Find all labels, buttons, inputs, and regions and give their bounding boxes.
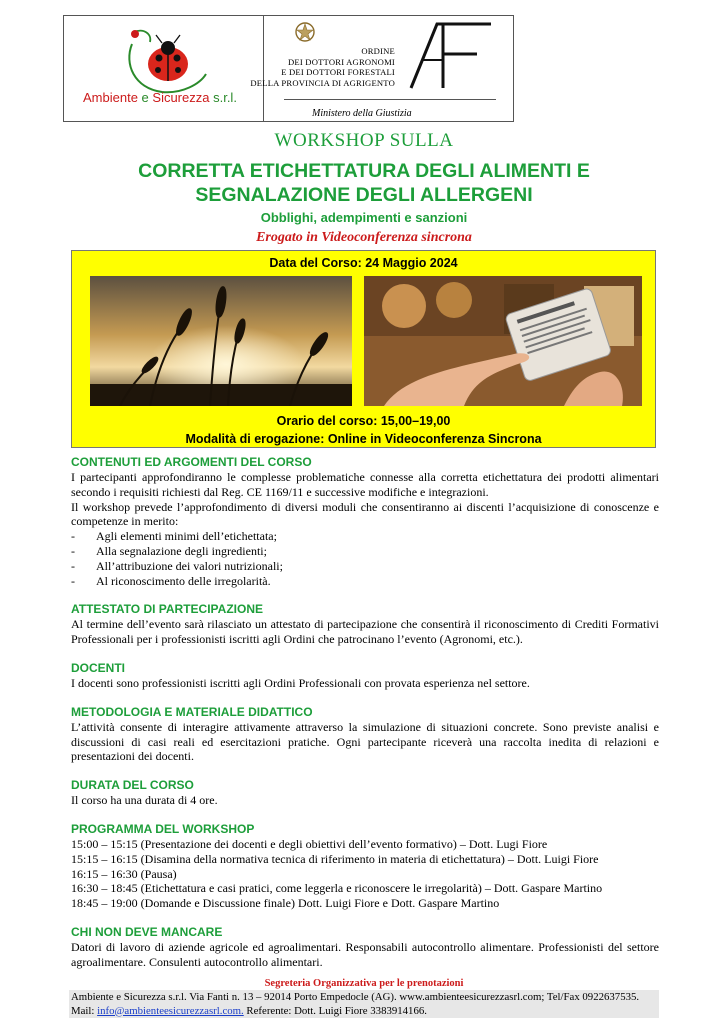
order-name: ORDINE DEI DOTTORI AGRONOMI E DEI DOTTORI FORESTALI DELLA PROVINCIA DI AGRIGENTO — [250, 46, 395, 88]
af-logo-icon — [407, 20, 495, 92]
list-item: - Alla segnalazione degli ingredienti; — [71, 544, 659, 559]
label-reading-photo — [364, 276, 642, 406]
section-method — [71, 705, 659, 764]
section-title: DOCENTI — [71, 660, 125, 675]
order-logo — [250, 16, 513, 121]
paragraph: Il corso ha una durata di 4 ore. — [71, 793, 218, 808]
subtitle: Obblighi, adempimenti e sanzioni — [260, 210, 468, 225]
topics-list — [71, 529, 659, 588]
list-item: - All’attribuzione dei valori nutrizionali; — [71, 559, 659, 574]
label-photo-icon — [364, 276, 642, 406]
section-duration — [71, 778, 659, 808]
section-title: DURATA DEL CORSO — [71, 778, 194, 793]
email-link[interactable]: info@ambienteesicurezzasrl.com. — [97, 1004, 244, 1017]
program-item: 18:45 – 19:00 (Domande e Discussione finale) Dott. Luigi Fiore e Dott. Gaspare Martino — [71, 896, 500, 911]
section-certificate — [71, 602, 659, 647]
ladybug-logo-icon — [122, 24, 212, 96]
delivery-mode: Erogato in Videoconferenza sincrona — [256, 230, 472, 245]
paragraph: Al termine dell’evento sarà rilasciato un attestato di partecipazione che consentirà il riconoscimento di Crediti Formativi Professionali per i professionisti iscritti agli Ordini che patrocinano l’evento (Agronomi, etc.). — [71, 617, 659, 647]
list-item: - Agli elementi minimi dell’etichettata; — [71, 529, 659, 544]
course-info-box — [71, 250, 656, 448]
footer-contact-person: Referente: Dott. Luigi Fiore 3383914166. — [243, 1004, 427, 1017]
republic-emblem-icon — [294, 20, 316, 44]
footer-address: Ambiente e Sicurezza s.r.l. Via Fanti n. 13 – 92014 Porto Empedocle (AG). www.ambienteesicurezzasrl.com; Tel/Fax 0922637535. Mail: — [71, 991, 640, 1017]
paragraph: I docenti sono professionisti iscritti agli Ordini Professionali con provata esperienza nel settore. — [71, 675, 530, 690]
section-contents — [71, 455, 659, 588]
program-item: 16:15 – 16:30 (Pausa) — [71, 866, 177, 881]
section-title: ATTESTATO DI PARTECIPAZIONE — [71, 602, 263, 617]
section-title: CONTENUTI ED ARGOMENTI DEL CORSO — [71, 455, 312, 469]
course-date: Data del Corso: 24 Maggio 2024 — [269, 256, 458, 270]
section-program — [71, 822, 659, 911]
ministry-divider — [284, 99, 496, 100]
program-item: 15:15 – 16:15 (Disamina della normativa tecnica di riferimento in materia di etichettatura) – Dott. Luigi Fiore — [71, 851, 599, 866]
section-title: PROGRAMMA DEL WORKSHOP — [71, 821, 255, 836]
section-teachers — [71, 661, 659, 691]
footer-contacts — [69, 990, 659, 1018]
workshop-heading: WORKSHOP SULLA — [274, 130, 454, 151]
ministry-label: Ministero della Giustizia — [312, 108, 412, 119]
wheat-photo-icon — [90, 276, 352, 406]
header-logos — [63, 15, 514, 122]
paragraph: Il workshop prevede l’approfondimento di diversi moduli che consentiranno ai discenti l’acquisizione di conoscenze e competenze in merito: — [71, 499, 659, 529]
course-time: Orario del corso: 15,00–19,00 — [276, 414, 451, 428]
paragraph: Datori di lavoro di aziende agricole ed agroalimentari. Responsabili autocontrollo alimentare. Professionisti del settore agroalimentare. Consulenti autocontrollo alimentari. — [71, 939, 659, 969]
program-item: 15:00 – 15:15 (Presentazione dei docenti e degli obiettivi dell’evento formativo) – Dott. Lugi Fiore — [71, 836, 548, 851]
footer-title: Segreteria Organizzativa per le prenotazioni — [264, 978, 464, 989]
main-title: CORRETTA ETICHETTATURA DEGLI ALIMENTI E SEGNALAZIONE DEGLI ALLERGENI — [138, 160, 590, 206]
paragraph: L’attività consente di interagire attivamente attraverso la simulazione di situazioni concrete. Sono previste analisi e discussioni di casi reali ed esercitazioni pratiche. Ogni partecipante riceverà una raccolta inedita di relazioni e presentazioni dei docenti. — [71, 719, 659, 764]
wheat-sunset-photo — [90, 276, 352, 406]
course-delivery: Modalità di erogazione: Online in Videoconferenza Sincrona — [185, 432, 542, 446]
company-name: Ambiente e Sicurezza s.r.l. — [83, 90, 237, 105]
document-body — [71, 455, 659, 984]
program-item: 16:30 – 18:45 (Etichettatura e casi pratici, come leggerla e riconoscere le irregolarità) – Dott. Gaspare Martino — [71, 881, 603, 896]
section-title: METODOLOGIA E MATERIALE DIDATTICO — [71, 704, 313, 719]
list-item: - Al riconoscimento delle irregolarità. — [71, 574, 659, 589]
section-audience — [71, 925, 659, 970]
paragraph: I partecipanti approfondiranno le complesse problematiche connesse alla corretta etichettatura dei prodotti alimentari secondo i requisiti richiesti dal Reg. CE 1169/11 e successive modifiche e integrazioni. — [71, 470, 659, 499]
section-title: CHI NON DEVE MANCARE — [71, 924, 223, 939]
